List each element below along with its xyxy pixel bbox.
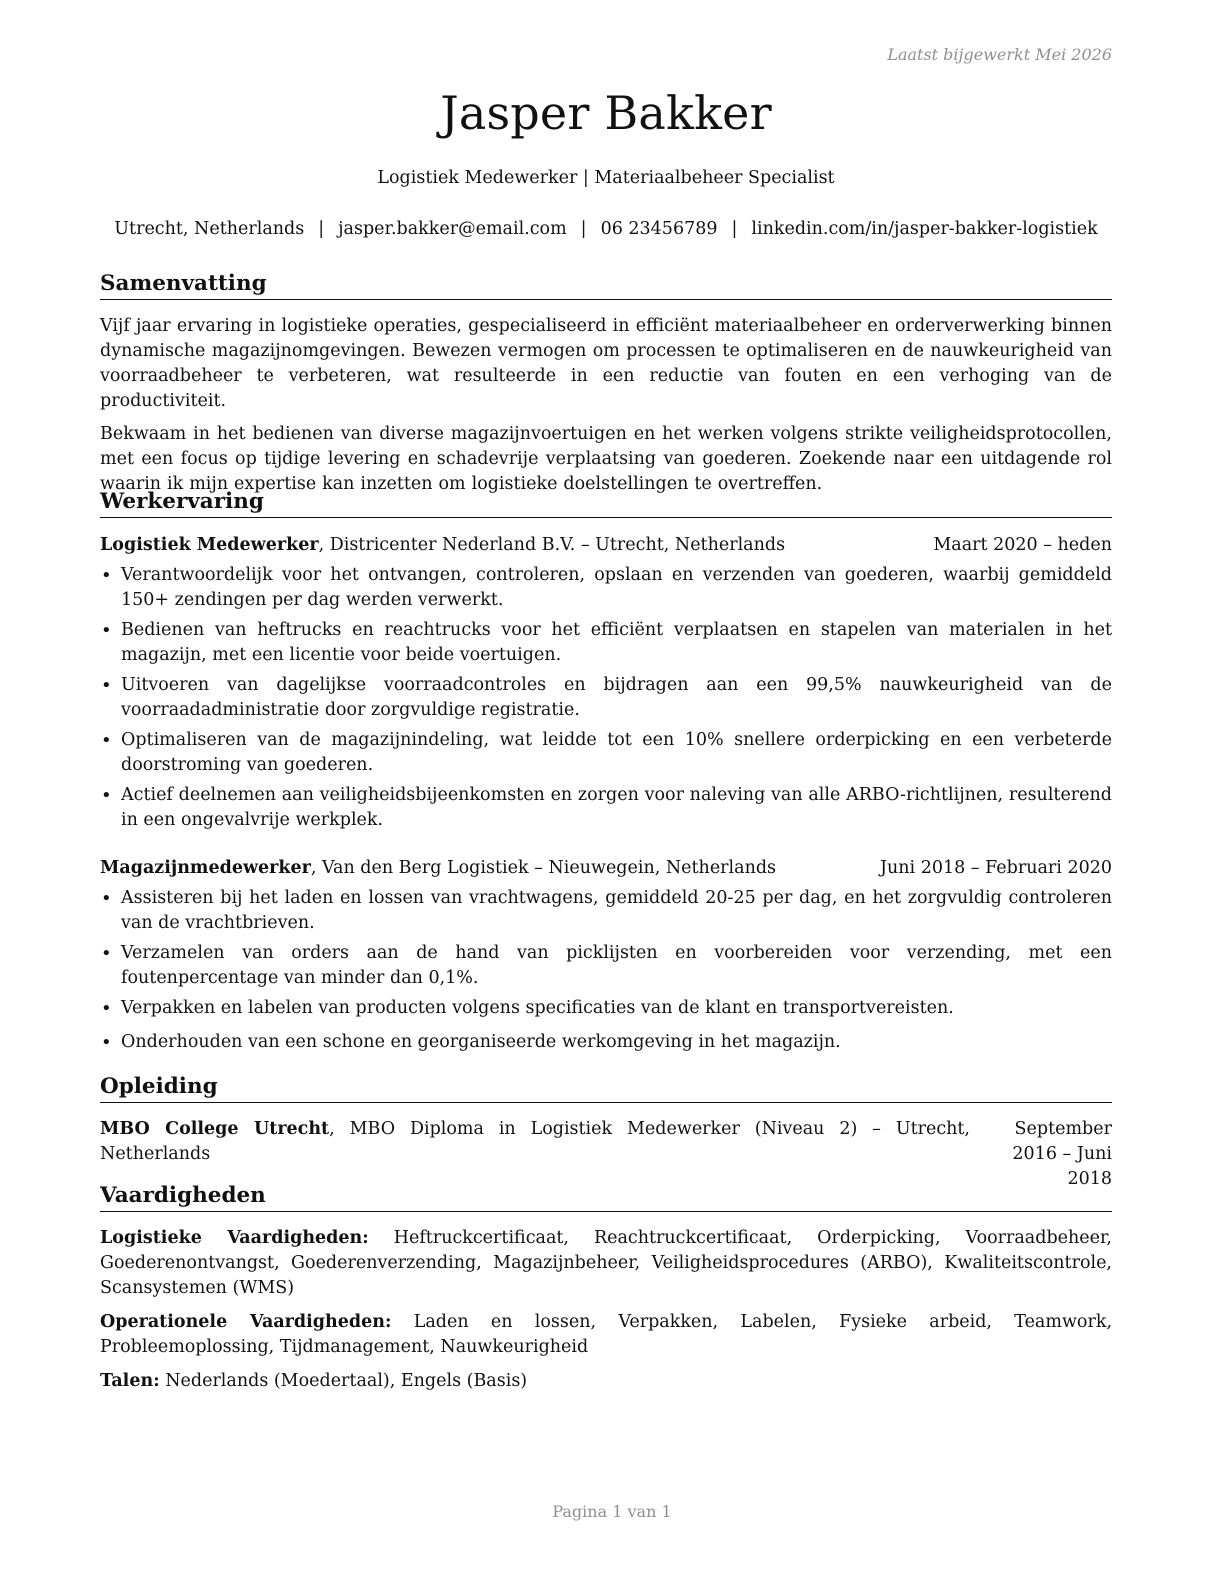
skill-group bbox=[100, 1369, 1112, 1394]
contact-phone: 06 23456789 bbox=[600, 219, 718, 239]
page-number: Pagina 1 van 1 bbox=[552, 1502, 672, 1521]
job-header bbox=[100, 856, 1112, 881]
job-company: , Van den Berg Logistiek – Nieuwegein, Netherlands bbox=[310, 858, 777, 878]
section-title-summary: Samenvatting bbox=[100, 270, 1112, 300]
education-entry bbox=[100, 1117, 1112, 1192]
summary-paragraph: Vijf jaar ervaring in logistieke operaties, gespecialiseerd in efficiënt materiaalbeheer en orderverwerking binnen dynamische magazijnomgevingen. Bewezen vermogen om processen te optimaliseren en de nauwkeurigheid van voorraadbeheer te verbeteren, wat resulteerde in een reductie van fouten en een verhoging van de productiviteit. bbox=[100, 316, 1112, 411]
job-company: , Districenter Nederland B.V. – Utrecht, Netherlands bbox=[318, 535, 786, 555]
job-bullet: • Actief deelnemen aan veiligheidsbijeenkomsten en zorgen voor naleving van alle ARBO-richtlijnen, resulterend in een ongevalvrije werkplek. bbox=[100, 783, 1112, 833]
job-role: Logistiek Medewerker bbox=[100, 535, 319, 555]
section-title-skills: Vaardigheden bbox=[100, 1182, 1112, 1212]
skill-group-text: Nederlands (Moedertaal), Engels (Basis) bbox=[159, 1371, 528, 1391]
job-bullet: • Verzamelen van orders aan de hand van picklijsten en voorbereiden voor verzending, met een foutenpercentage van minder dan 0,1%. bbox=[100, 941, 1112, 991]
job-bullets bbox=[100, 886, 1112, 1055]
job-bullet: • Onderhouden van een schone en georganiseerde werkomgeving in het magazijn. bbox=[100, 1030, 1112, 1055]
job-entry bbox=[100, 533, 1112, 833]
tagline: Logistiek Medewerker | Materiaalbeheer Specialist bbox=[377, 168, 835, 188]
job-bullet: • Assisteren bij het laden en lossen van vrachtwagens, gemiddeld 20-25 per dag, en het zorgvuldig controleren van de vrachtbrieven. bbox=[100, 886, 1112, 936]
contact-separator: | bbox=[731, 219, 738, 239]
contact-line bbox=[100, 219, 1112, 239]
job-bullet: • Bedienen van heftrucks en reachtrucks voor het efficiënt verplaatsen en stapelen van materialen in het magazijn, met een licentie voor beide voertuigen. bbox=[100, 618, 1112, 668]
skill-group bbox=[100, 1310, 1112, 1360]
skill-group-label: Talen: bbox=[100, 1371, 160, 1391]
skill-group-label: Operationele Vaardigheden: bbox=[100, 1312, 392, 1332]
skill-group bbox=[100, 1226, 1112, 1301]
job-header bbox=[100, 533, 1112, 558]
education-section bbox=[100, 1073, 1112, 1192]
contact-email[interactable]: jasper.bakker@email.com bbox=[338, 219, 567, 239]
education-details: , MBO Diploma in Logistiek Medewerker (Niveau 2) – Utrecht, Netherlands bbox=[100, 1119, 970, 1164]
job-bullet: • Optimaliseren van de magazijnindeling, wat leidde tot een 10% snellere orderpicking en een verbeterde doorstroming van goederen. bbox=[100, 728, 1112, 778]
skills-section bbox=[100, 1182, 1112, 1394]
job-dates: Juni 2018 – Februari 2020 bbox=[879, 858, 1112, 878]
contact-linkedin[interactable]: linkedin.com/in/jasper-bakker-logistiek bbox=[751, 219, 1098, 239]
job-bullet: • Verpakken en labelen van producten volgens specificaties van de klant en transportvereisten. bbox=[100, 996, 1112, 1021]
experience-section bbox=[100, 488, 1112, 1055]
job-role: Magazijnmedewerker bbox=[100, 858, 311, 878]
last-updated: Laatst bijgewerkt Mei 2026 bbox=[887, 45, 1112, 64]
job-bullet: • Verantwoordelijk voor het ontvangen, controleren, opslaan en verzenden van goederen, waarbij gemiddeld 150+ zendingen per dag werden verwerkt. bbox=[100, 563, 1112, 613]
job-bullet: • Uitvoeren van dagelijkse voorraadcontroles en bijdragen aan een 99,5% nauwkeurigheid van de voorraadadministratie door zorgvuldige registratie. bbox=[100, 673, 1112, 723]
skill-group-label: Logistieke Vaardigheden: bbox=[100, 1228, 369, 1248]
resume-page bbox=[100, 0, 1112, 1584]
education-school: MBO College Utrecht bbox=[100, 1119, 330, 1139]
section-title-experience: Werkervaring bbox=[100, 488, 1112, 518]
section-title-education: Opleiding bbox=[100, 1073, 1112, 1103]
skill-group-text: Laden en lossen, Verpakken, Labelen, Fysieke arbeid, Teamwork, Probleemoplossing, Tijdmanagement, Nauwkeurigheid bbox=[100, 1312, 1113, 1357]
contact-separator: | bbox=[318, 219, 325, 239]
contact-location: Utrecht, Netherlands bbox=[114, 219, 305, 239]
job-bullets bbox=[100, 563, 1112, 833]
job-dates: Maart 2020 – heden bbox=[933, 535, 1112, 555]
summary-section bbox=[100, 270, 1112, 497]
skill-group-text: Heftruckcertificaat, Reachtruckcertificaat, Orderpicking, Voorraadbeheer, Goederenontvangst, Goederenverzending, Magazijnbeheer, Veiligheidsprocedures (ARBO), Kwaliteitscontrole, Scansystemen (WMS) bbox=[100, 1228, 1112, 1298]
job-entry bbox=[100, 856, 1112, 1055]
education-dates: September 2016 – Juni 2018 bbox=[1012, 1119, 1112, 1189]
summary-paragraph: Bekwaam in het bedienen van diverse magazijnvoertuigen en het werken volgens strikte veiligheidsprotocollen, met een focus op tijdige levering en schadevrije verplaatsing van goederen. Zoekende naar een uitdagende rol waarin ik mijn expertise kan inzetten om logistieke doelstellingen te overtreffen. bbox=[100, 424, 1112, 494]
candidate-name: Jasper Bakker bbox=[440, 86, 772, 140]
contact-separator: | bbox=[580, 219, 587, 239]
